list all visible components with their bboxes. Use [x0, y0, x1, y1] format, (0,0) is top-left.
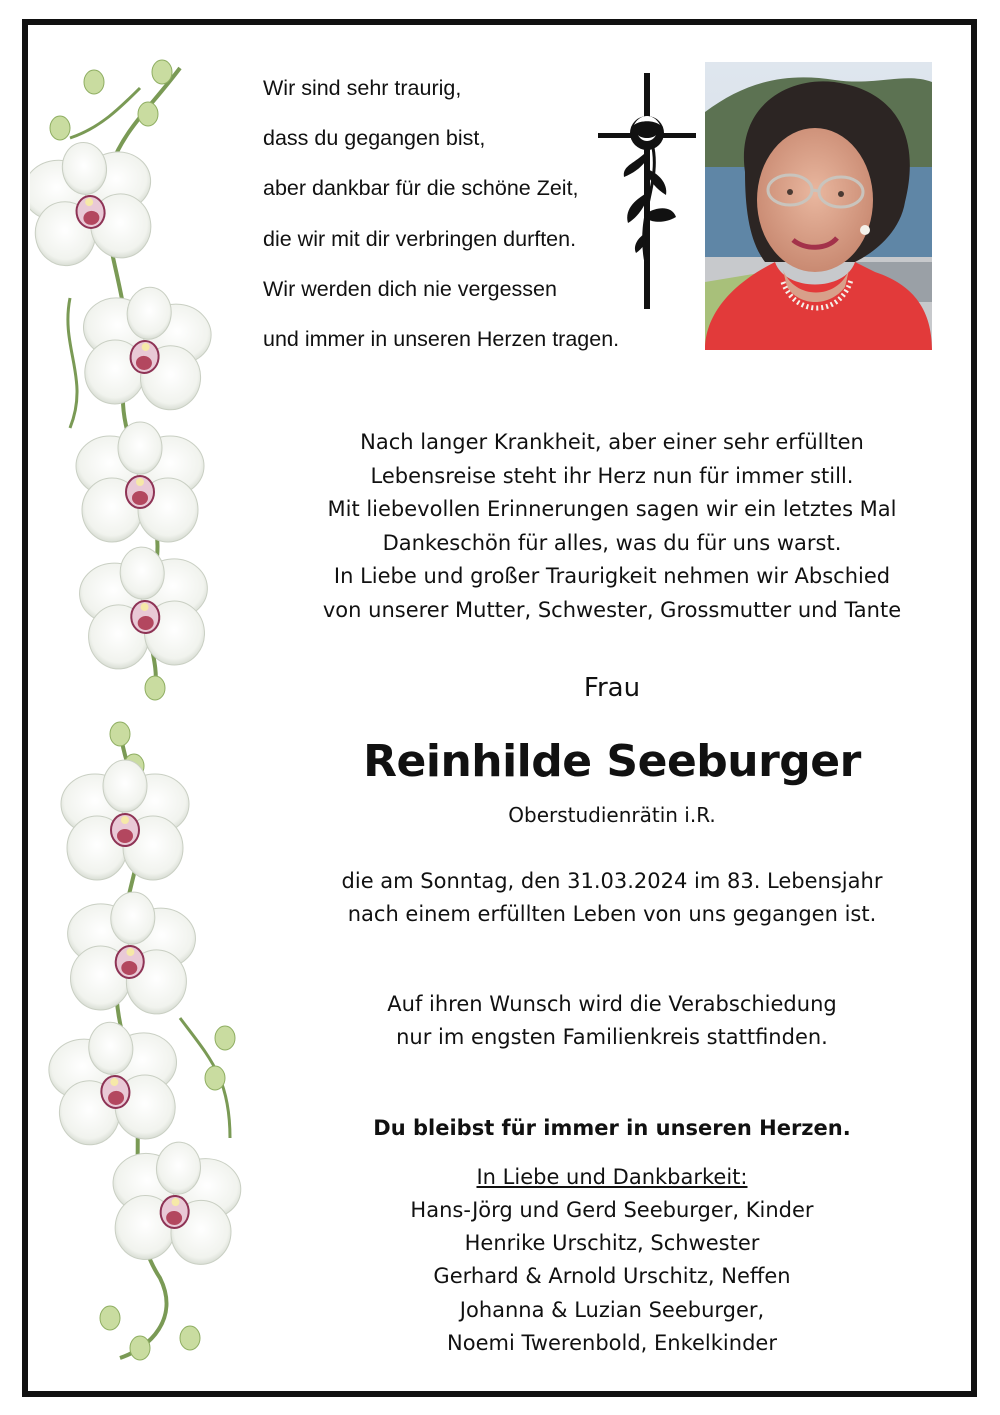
intro-line: Nach langer Krankheit, aber einer sehr erfüllten	[360, 430, 864, 454]
intro-line: Lebensreise steht ihr Herz nun für immer still.	[370, 463, 854, 488]
farewell-line: Auf ihren Wunsch wird die Verabschiedung	[387, 992, 837, 1016]
mourner-name: Hans-Jörg und Gerd Seeburger, Kinder	[410, 1198, 814, 1222]
deceased-title: Oberstudienrätin i.R.	[508, 803, 716, 827]
death-notice-line: nach einem erfüllten Leben von uns gegangen ist.	[347, 902, 877, 926]
poem-line: die wir mit dir verbringen durften.	[263, 226, 577, 251]
intro-line: In Liebe und großer Traurigkeit nehmen wir Abschied	[333, 564, 891, 589]
mourners-heading: In Liebe und Dankbarkeit:	[476, 1165, 748, 1189]
intro-line: Dankeschön für alles, was du für uns warst.	[382, 530, 842, 555]
orchid-branch-top	[30, 48, 245, 708]
closing-line: Du bleibst für immer in unseren Herzen.	[373, 1116, 851, 1140]
cross-with-rose-icon	[596, 73, 698, 309]
intro-line: Mit liebevollen Erinnerungen sagen wir ein letztes Mal	[327, 497, 897, 522]
mourner-name: Johanna & Luzian Seeburger,	[459, 1297, 765, 1322]
poem-line: Wir werden dich nie vergessen	[263, 276, 557, 301]
poem-line: dass du gegangen bist,	[263, 126, 486, 151]
mourner-name: Henrike Urschitz, Schwester	[464, 1231, 760, 1256]
death-notice	[262, 865, 962, 931]
poem	[263, 68, 620, 369]
intro-paragraph	[262, 426, 962, 628]
mourner-name: Gerhard & Arnold Urschitz, Neffen	[433, 1264, 791, 1289]
deceased-name: Reinhilde Seeburger	[363, 736, 861, 787]
mourners-list	[262, 1160, 962, 1360]
poem-line: aber dankbar für die schöne Zeit,	[263, 176, 579, 201]
salutation: Frau	[583, 673, 641, 703]
farewell-notice	[262, 988, 962, 1054]
poem-line: Wir sind sehr traurig,	[263, 76, 462, 100]
mourner-name: Noemi Twerenbold, Enkelkinder	[447, 1330, 777, 1355]
poem-line: und immer in unseren Herzen tragen.	[263, 326, 620, 351]
farewell-line: nur im engsten Familienkreis stattfinden.	[396, 1025, 828, 1049]
orchid-branch-bottom	[30, 718, 245, 1368]
intro-line: von unserer Mutter, Schwester, Grossmutter und Tante	[322, 597, 902, 622]
death-notice-line: die am Sonntag, den 31.03.2024 im 83. Lebensjahr	[341, 869, 883, 893]
portrait-photo	[705, 62, 932, 350]
